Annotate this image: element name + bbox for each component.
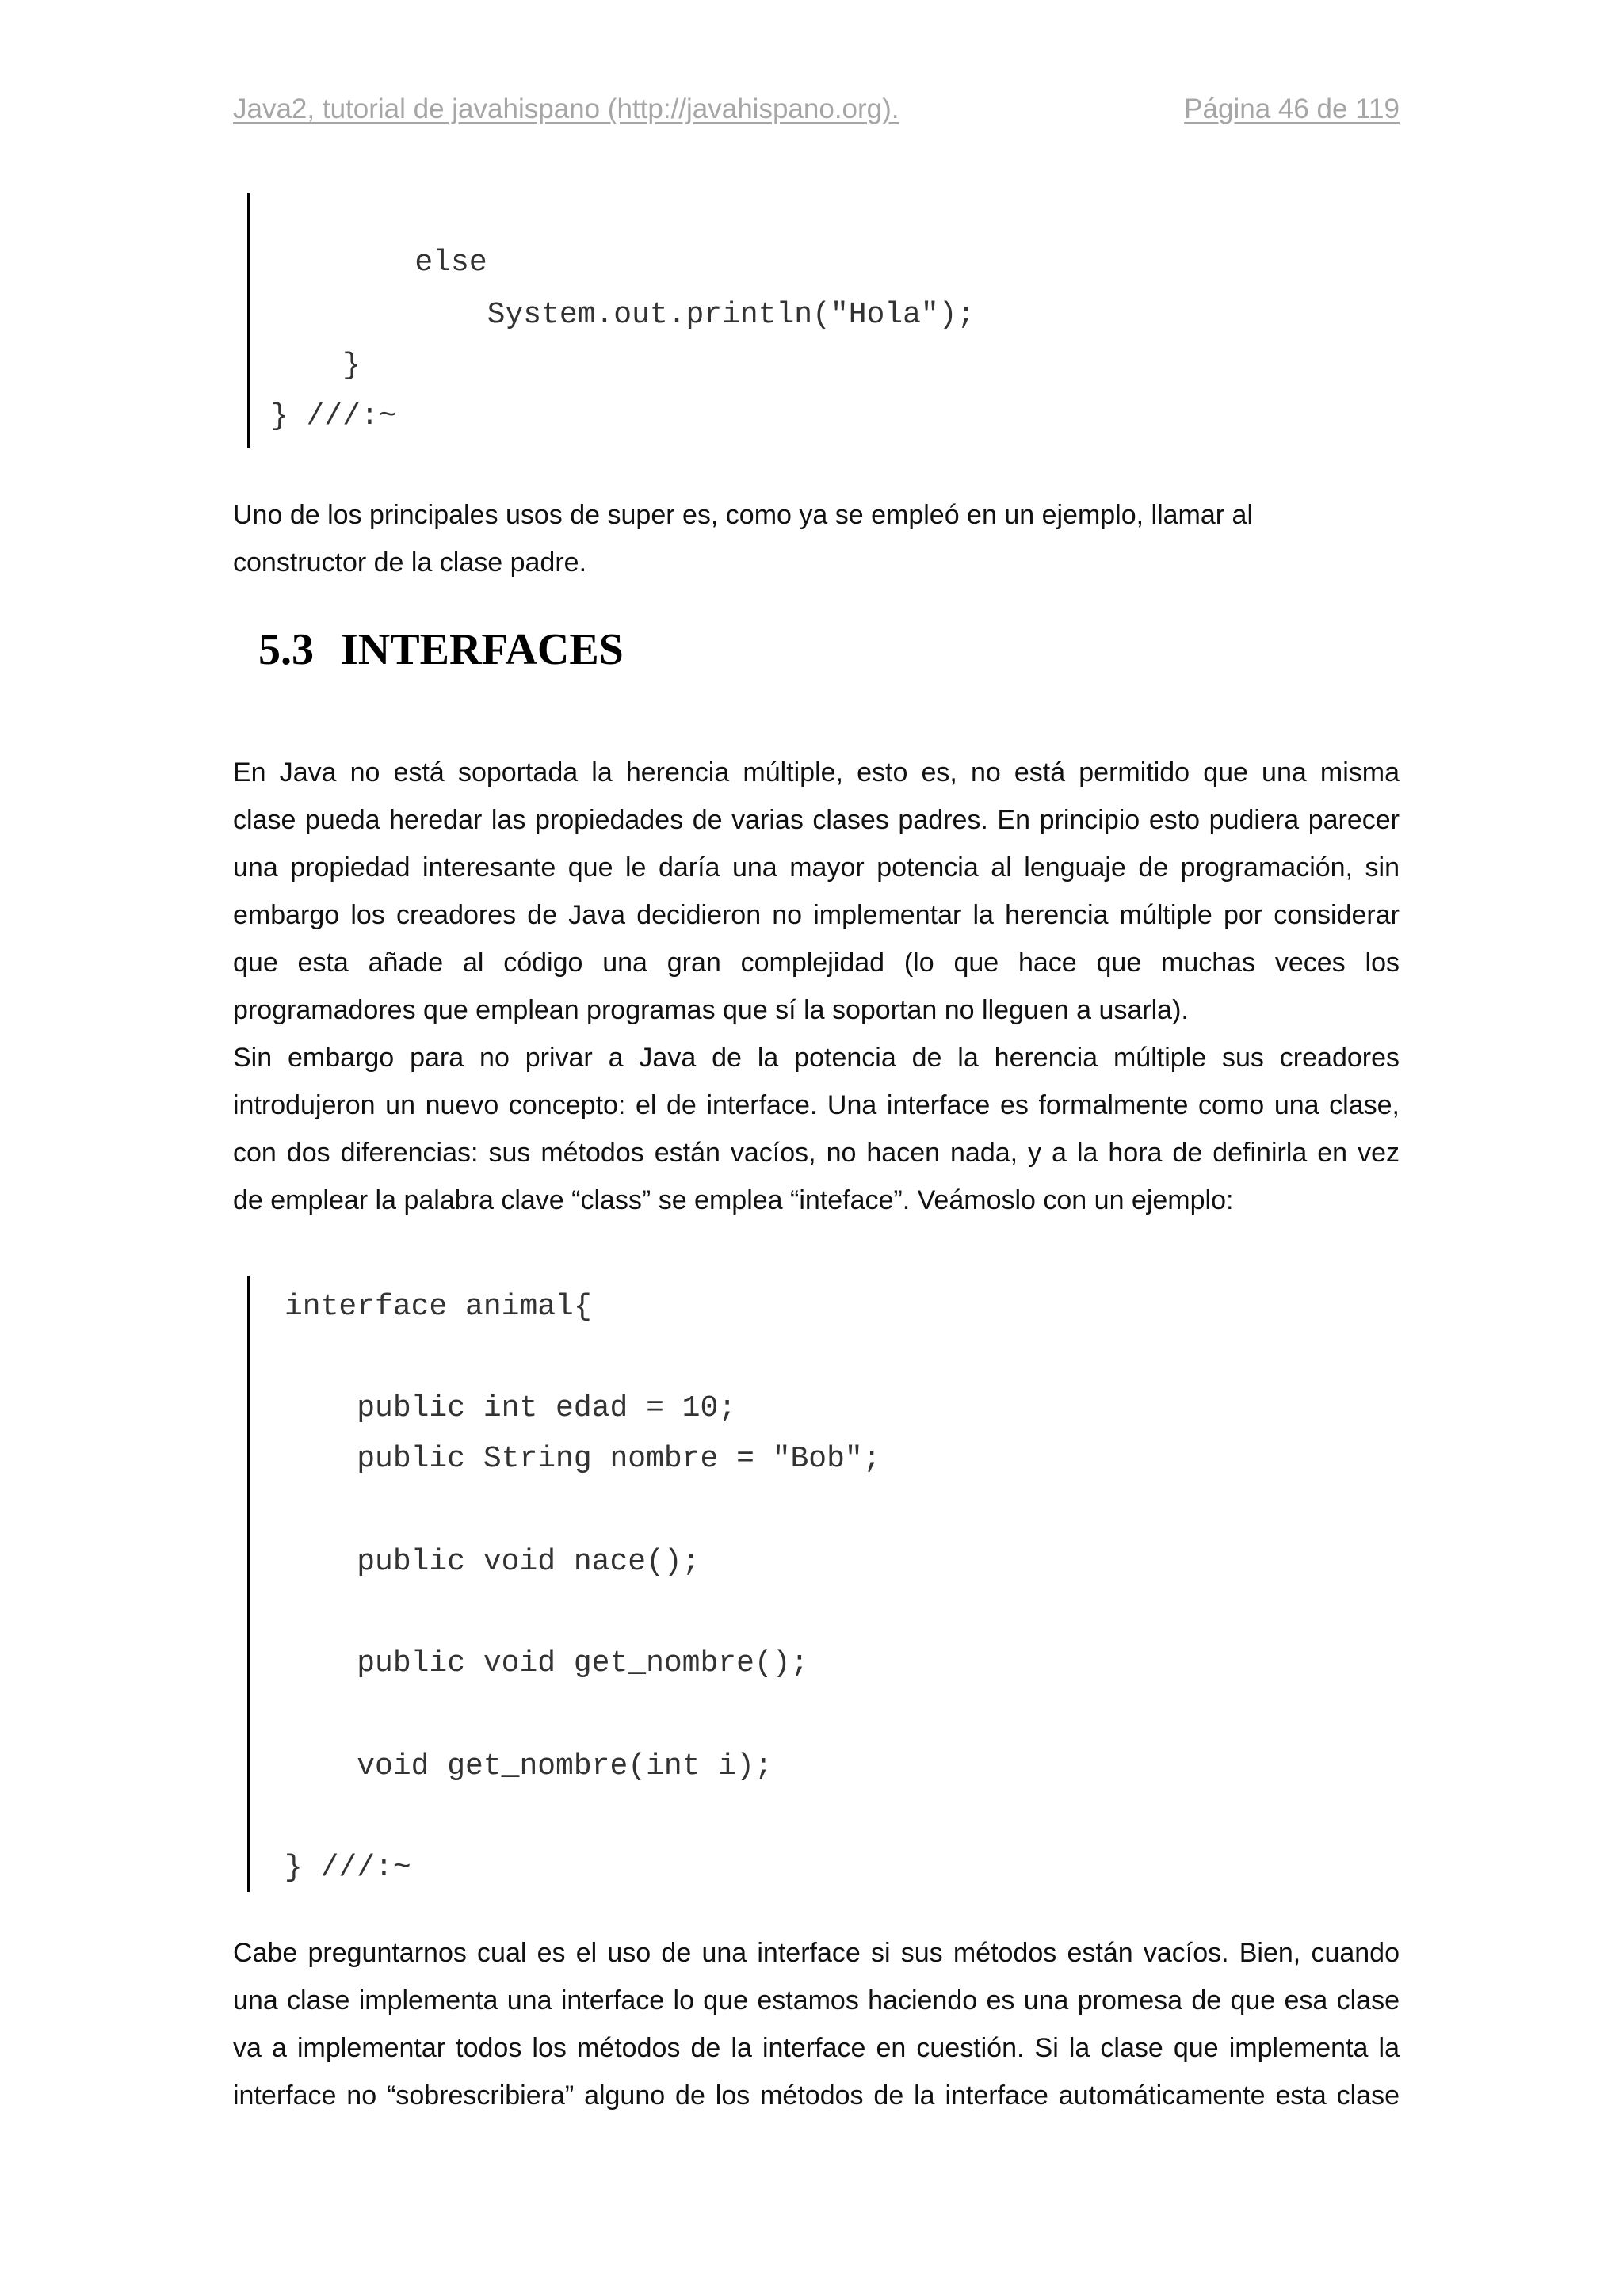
paragraph-line: constructor de la clase padre. <box>233 547 587 578</box>
paragraph-line: una propiedad interesante que le daría una mayor potencia al lenguaje de programación, sin <box>233 852 1400 883</box>
code-line: else <box>270 246 487 280</box>
paragraph-line: que esta añade al código una gran complejidad (lo que hace que muchas veces los <box>233 948 1400 978</box>
code-line: } ///:~ <box>285 1851 411 1885</box>
paragraph-line: interface no “sobrescribiera” alguno de los métodos de la interface automáticamente esta clase <box>233 2081 1400 2111</box>
paragraph-line: va a implementar todos los métodos de la interface en cuestión. Si la clase que implementa la <box>233 2033 1400 2063</box>
paragraph-line: programadores que emplean programas que sí la soportan no lleguen a usarla). <box>233 995 1189 1025</box>
code-line: public void nace(); <box>285 1545 701 1579</box>
paragraph-line: introdujeron un nuevo concepto: el de interface. Una interface es formalmente como una clase, <box>233 1090 1400 1120</box>
paragraph-super-usage <box>233 491 1400 586</box>
paragraph-line: de emplear la palabra clave “class” se emplea “inteface”. Veámoslo con un ejemplo: <box>233 1185 1234 1215</box>
code-line: } ///:~ <box>270 399 397 433</box>
code-block-interface <box>247 1276 1407 1892</box>
paragraph-line: embargo los creadores de Java decidieron no implementar la herencia múltiple por considerar <box>233 900 1400 930</box>
code-line: interface animal{ <box>285 1290 592 1324</box>
section-heading <box>258 624 624 675</box>
code-line: public String nombre = "Bob"; <box>285 1442 881 1476</box>
code-line: void get_nombre(int i); <box>285 1749 773 1783</box>
paragraph-line: Cabe preguntarnos cual es el uso de una interface si sus métodos están vacíos. Bien, cuando <box>233 1938 1400 1968</box>
paragraph-line: Sin embargo para no privar a Java de la potencia de la herencia múltiple sus creadores <box>233 1043 1400 1073</box>
code-line: } <box>270 349 361 383</box>
section-title: INTERFACES <box>341 625 624 674</box>
code-line: public void get_nombre(); <box>285 1646 809 1680</box>
paragraph-line: una clase implementa una interface lo que estamos haciendo es una promesa de que esa clase <box>233 1985 1400 2016</box>
paragraph-line: clase pueda heredar las propiedades de varias clases padres. En principio esto pudiera parecer <box>233 805 1400 835</box>
paragraph-multiple-inheritance <box>233 749 1400 1224</box>
paragraph-line: Uno de los principales usos de super es, como ya se empleó en un ejemplo, llamar al <box>233 500 1254 530</box>
page-number: Página 46 de 119 <box>1184 93 1400 124</box>
code-block-else <box>247 193 1407 448</box>
code-line: public int edad = 10; <box>285 1391 737 1425</box>
running-header <box>233 93 1400 132</box>
code-line: System.out.println("Hola"); <box>270 298 976 332</box>
header-title: Java2, tutorial de javahispano (http://javahispano.org). <box>233 93 899 124</box>
paragraph-line: En Java no está soportada la herencia múltiple, esto es, no está permitido que una misma <box>233 757 1400 788</box>
paragraph-line: con dos diferencias: sus métodos están vacíos, no hacen nada, y a la hora de definirla en vez <box>233 1138 1400 1168</box>
paragraph-interface-usage <box>233 1929 1400 2119</box>
section-number: 5.3 <box>258 625 314 674</box>
